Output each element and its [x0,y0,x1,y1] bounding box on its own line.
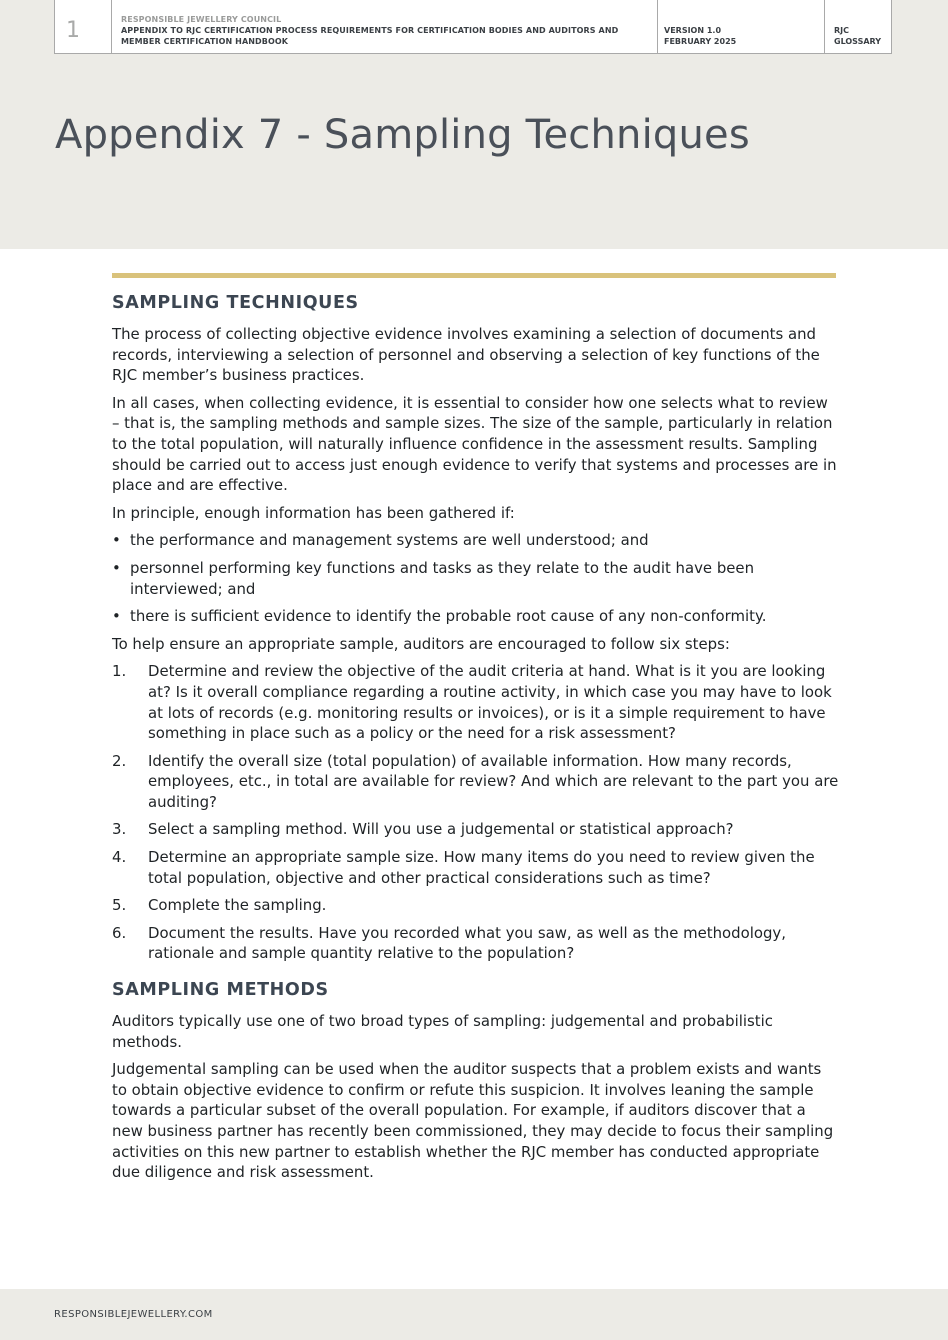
step-text: Determine and review the objective of the audit criteria at hand. What is it you are looking at? Is it overall compliance regarding a routine activity, in which case you may have to look at lots of records (e.g. monitoring results or invoices), or is it a simple requirement to have something in place such as a policy or the need for a risk assessment? [148,662,832,743]
document-title-block [112,0,658,53]
step-item [112,661,839,743]
criteria-bullet-list [112,530,839,626]
version-date: FEBRUARY 2025 [664,37,737,46]
step-text: Complete the sampling. [148,896,327,915]
step-item [112,923,839,964]
paragraph: To help ensure an appropriate sample, auditors are encouraged to follow six steps: [112,634,730,653]
step-number: 5. [112,896,127,915]
steps-list [112,661,839,964]
step-item [112,895,839,916]
bullet-item: • the performance and management systems are well understood; and [112,530,839,551]
main-content [112,291,839,1190]
paragraph: In principle, enough information has been gathered if: [112,503,515,522]
step-item [112,751,839,813]
step-number: 1. [112,662,127,681]
organization-name: RESPONSIBLE JEWELLERY COUNCIL [121,15,282,24]
step-number: 6. [112,923,127,942]
version-label: VERSION 1.0 [664,26,722,35]
bullet-item: • personnel performing key functions and tasks as they relate to the audit have been interviewed; and [112,558,839,599]
step-item [112,819,839,840]
section-heading-sampling-techniques: SAMPLING TECHNIQUES [112,293,359,313]
step-item [112,847,839,888]
footer-url: RESPONSIBLEJEWELLERY.COM [54,1309,213,1320]
step-number: 2. [112,751,127,770]
step-text: Select a sampling method. Will you use a judgemental or statistical approach? [148,820,734,839]
paragraph: Auditors typically use one of two broad types of sampling: judgemental and probabilistic methods. [112,1012,773,1051]
section-heading-sampling-methods: SAMPLING METHODS [112,980,329,1001]
step-text: Determine an appropriate sample size. How many items do you need to review given the total population, objective and other practical considerations such as time? [148,848,815,887]
bullet-item: • there is sufficient evidence to identify the probable root cause of any non-conformity. [112,606,839,627]
paragraph: In all cases, when collecting evidence, it is essential to consider how one selects what to review – that is, the sampling methods and sample sizes. The size of the sample, particularly in relation to the total population, will naturally influence confidence in the assessment results. Sampling should be carried out to access just enough evidence to verify that systems and processes are in place and are effective. [112,393,837,495]
step-number: 3. [112,820,127,839]
document-title: APPENDIX TO RJC CERTIFICATION PROCESS REQUIREMENTS FOR CERTIFICATION BODIES AND AUDITORS AND MEMBER CERTIFICATION HANDBOOK [121,26,619,46]
page-number: 1 [55,0,112,53]
step-text: Document the results. Have you recorded what you saw, as well as the methodology, rationale and sample quantity relative to the population? [148,923,786,963]
paragraph: Judgemental sampling can be used when the auditor suspects that a problem exists and wants to obtain objective evidence to confirm or refute this suspicion. It involves leaning the sample towards a particular subset of the overall population. For example, if auditors discover that a new business partner has recently been commissioned, they may decide to focus their sampling activities on this new partner to establish whether the RJC member has conducted appropriate due diligence and risk assessment. [112,1060,834,1182]
step-text: Identify the overall size (total population) of available information. How many records, employees, etc., in total are available for review? And which are relevant to the part you are auditing? [148,751,839,811]
section-line-1: RJC [834,26,850,35]
gold-divider [112,273,836,278]
page-title: Appendix 7 - Sampling Techniques [55,112,750,158]
step-number: 4. [112,848,127,867]
paragraph: The process of collecting objective evidence involves examining a selection of documents and records, interviewing a selection of personnel and observing a selection of key functions of the RJC member’s business practices. [112,325,820,385]
version-block [658,0,825,53]
section-line-2: GLOSSARY [834,37,882,46]
section-block [825,0,891,53]
page-footer [0,1289,948,1340]
running-header [54,0,892,54]
